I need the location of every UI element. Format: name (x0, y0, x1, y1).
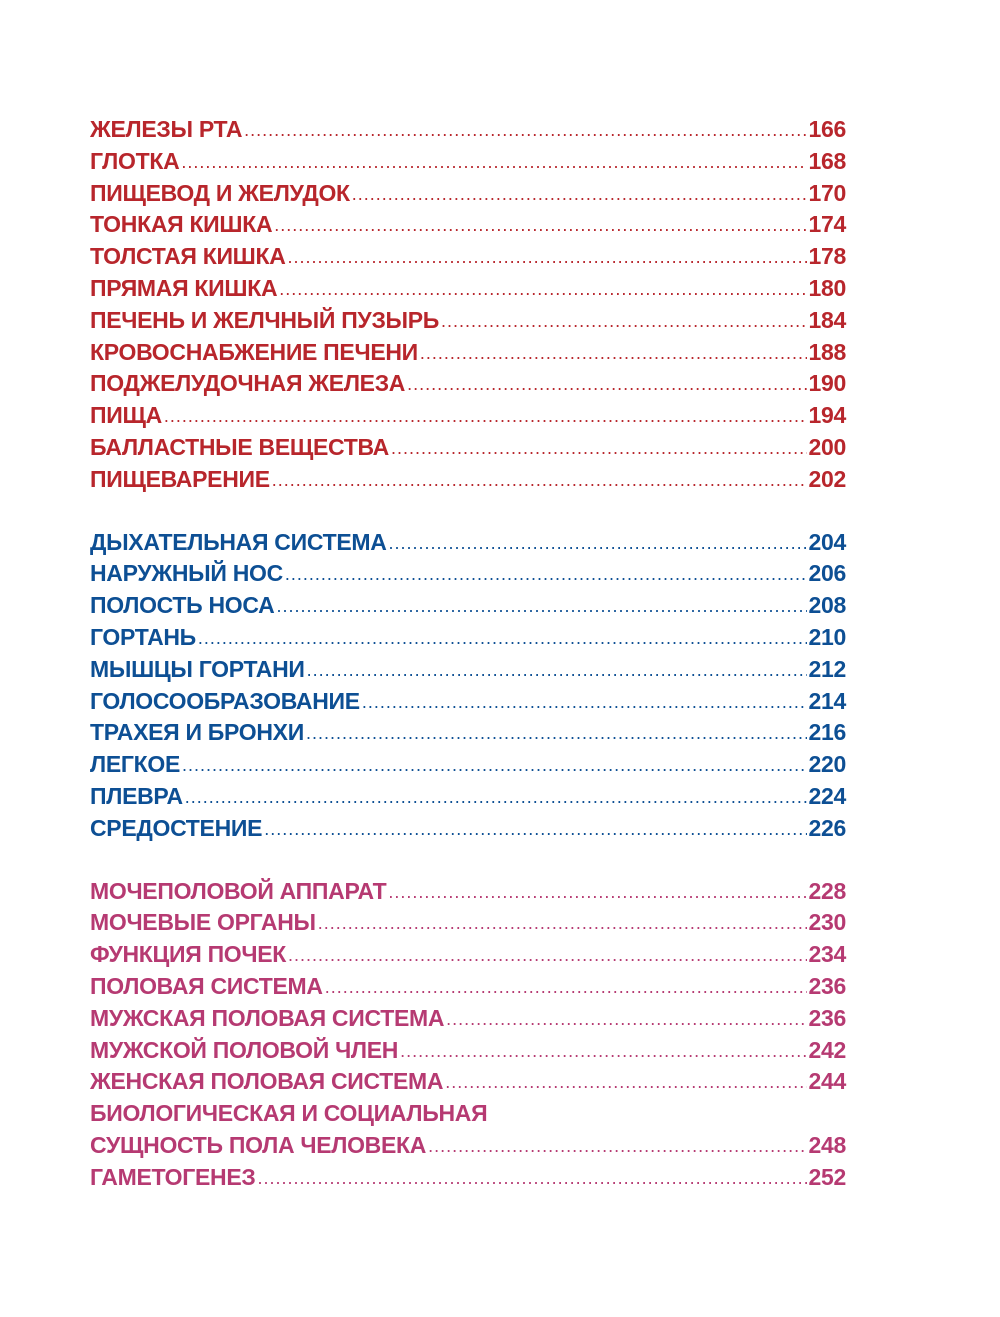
toc-entry[interactable] (90, 273, 846, 305)
dot-leader (285, 559, 807, 591)
entry-page-number: 226 (808, 814, 846, 841)
entry-page-number: 194 (808, 402, 846, 429)
dot-leader (318, 908, 807, 940)
dot-leader (407, 369, 806, 401)
dot-leader (181, 147, 806, 179)
entry-title: МУЖСКАЯ ПОЛОВАЯ СИСТЕМА (90, 1004, 445, 1031)
entry-title: МУЖСКОЙ ПОЛОВОЙ ЧЛЕН (90, 1036, 399, 1063)
entry-title: ПОДЖЕЛУДОЧНАЯ ЖЕЛЕЗА (90, 370, 406, 397)
entry-title: ГОРТАНЬ (90, 623, 196, 650)
dot-leader (388, 877, 806, 909)
toc-entry[interactable] (90, 813, 846, 845)
entry-page-number: 214 (808, 687, 846, 714)
toc-entry[interactable] (90, 209, 846, 241)
entry-page-number: 252 (808, 1163, 846, 1190)
dot-leader (288, 242, 807, 274)
toc-entry[interactable] (90, 241, 846, 273)
entry-title: КРОВОСНАБЖЕНИЕ ПЕЧЕНИ (90, 338, 418, 365)
entry-title: ГОЛОСООБРАЗОВАНИЕ (90, 687, 360, 714)
entry-title: НАРУЖНЫЙ НОС (90, 560, 283, 587)
entry-page-number: 210 (808, 623, 846, 650)
entry-page-number: 234 (808, 941, 846, 968)
entry-page-number: 170 (808, 179, 846, 206)
entry-title: ГЛОТКА (90, 147, 180, 174)
entry-page-number: 244 (808, 1068, 846, 1095)
toc-entry[interactable] (90, 337, 846, 369)
toc-entry[interactable] (90, 368, 846, 400)
entry-title: ЖЕЛЕЗЫ РТА (90, 116, 243, 142)
entry-title: ТРАХЕЯ И БРОНХИ (90, 719, 304, 746)
toc-entry[interactable] (90, 114, 846, 146)
dot-leader (362, 687, 807, 719)
section-digestive (90, 114, 846, 496)
toc-entry[interactable] (90, 590, 846, 622)
entry-page-number: 204 (808, 528, 846, 555)
toc-entry[interactable] (90, 146, 846, 178)
entry-title: СРЕДОСТЕНИЕ (90, 814, 263, 841)
entry-title: ПЕЧЕНЬ И ЖЕЛЧНЫЙ ПУЗЫРЬ (90, 306, 440, 333)
dot-leader (400, 1036, 806, 1068)
entry-page-number: 174 (808, 211, 846, 238)
entry-page-number: 178 (808, 243, 846, 270)
entry-title: БАЛЛАСТНЫЕ ВЕЩЕСТВА (90, 433, 389, 460)
entry-page-number: 224 (808, 782, 846, 809)
entry-page-number: 230 (808, 909, 846, 936)
dot-leader (276, 591, 806, 623)
entry-title: ПИЩЕВОД И ЖЕЛУДОК (90, 179, 350, 206)
entry-title: ПРЯМАЯ КИШКА (90, 274, 278, 301)
entry-page-number: 184 (808, 306, 846, 333)
dot-leader (244, 115, 806, 147)
toc-entry[interactable] (90, 686, 846, 718)
dot-leader (306, 718, 807, 750)
entry-page-number: 206 (808, 560, 846, 587)
entry-title: БИОЛОГИЧЕСКАЯ И СОЦИАЛЬНАЯ (90, 1100, 488, 1127)
toc-entry[interactable] (90, 622, 846, 654)
dot-leader (391, 433, 807, 465)
toc-entry[interactable] (90, 432, 846, 464)
entry-title: ПИЩЕВАРЕНИЕ (90, 465, 270, 492)
dot-leader (420, 338, 807, 370)
entry-page-number: 236 (808, 972, 846, 999)
toc-entry[interactable] (90, 1003, 846, 1035)
dot-leader (198, 623, 807, 655)
toc-entry[interactable] (90, 400, 846, 432)
toc-entry[interactable] (90, 907, 846, 939)
entry-title: ЛЕГКОЕ (90, 751, 180, 778)
dot-leader (264, 814, 806, 846)
toc-entry[interactable] (90, 1162, 846, 1194)
entry-page-number: 168 (808, 147, 846, 174)
entry-page-number: 220 (808, 751, 846, 778)
toc-entry-continued[interactable] (90, 1098, 846, 1130)
section-urogenital (90, 876, 846, 1194)
entry-page-number: 202 (808, 465, 846, 492)
toc-entry[interactable] (90, 654, 846, 686)
entry-page-number: 248 (808, 1131, 846, 1158)
dot-leader (441, 306, 806, 338)
entry-page-number: 180 (808, 274, 846, 301)
dot-leader (164, 401, 807, 433)
toc-entry[interactable] (90, 971, 846, 1003)
dot-leader (389, 528, 807, 560)
toc-entry[interactable] (90, 178, 846, 210)
entry-page-number: 200 (808, 433, 846, 460)
dot-leader (307, 655, 807, 687)
dot-leader (446, 1004, 806, 1036)
entry-title: МОЧЕВЫЕ ОРГАНЫ (90, 909, 316, 936)
dot-leader (428, 1131, 806, 1163)
entry-page-number: 188 (808, 338, 846, 365)
entry-page-number: 228 (808, 877, 846, 904)
entry-page-number: 208 (808, 592, 846, 619)
section-respiratory (90, 527, 846, 845)
toc-entry[interactable] (90, 464, 846, 496)
entry-page-number: 190 (808, 370, 846, 397)
toc-entry[interactable] (90, 939, 846, 971)
toc-entry[interactable] (90, 781, 846, 813)
toc-entry[interactable] (90, 1130, 846, 1162)
entry-title: ПЛЕВРА (90, 782, 183, 809)
dot-leader (445, 1067, 806, 1099)
toc-entry[interactable] (90, 876, 846, 908)
dot-leader (182, 750, 807, 782)
entry-page-number: 236 (808, 1004, 846, 1031)
dot-leader (325, 972, 807, 1004)
toc-entry[interactable] (90, 1035, 846, 1067)
entry-title: СУЩНОСТЬ ПОЛА ЧЕЛОВЕКА (90, 1131, 427, 1158)
entry-title: МОЧЕПОЛОВОЙ АППАРАТ (90, 877, 387, 904)
entry-page-number: 216 (808, 719, 846, 746)
dot-leader (258, 1163, 807, 1195)
entry-title: ПОЛОВАЯ СИСТЕМА (90, 972, 323, 999)
entry-title: ПИЩА (90, 402, 162, 429)
dot-leader (279, 274, 806, 306)
entry-page-number: 212 (808, 655, 846, 682)
dot-leader (274, 210, 806, 242)
entry-page-number: 166 (808, 116, 846, 142)
toc-entry[interactable] (90, 527, 846, 559)
dot-leader (272, 465, 807, 497)
entry-title: ДЫХАТЕЛЬНАЯ СИСТЕМА (90, 528, 387, 555)
toc-entry[interactable] (90, 305, 846, 337)
entry-title: ГАМЕТОГЕНЕЗ (90, 1163, 256, 1190)
toc-entry[interactable] (90, 1066, 846, 1098)
dot-leader (288, 940, 806, 972)
entry-title: ФУНКЦИЯ ПОЧЕК (90, 941, 287, 968)
entry-title: МЫШЦЫ ГОРТАНИ (90, 655, 305, 682)
entry-title: ТОЛСТАЯ КИШКА (90, 243, 286, 270)
toc-entry[interactable] (90, 558, 846, 590)
toc-entry[interactable] (90, 717, 846, 749)
entry-page-number: 242 (808, 1036, 846, 1063)
entry-title: ТОНКАЯ КИШКА (90, 211, 273, 238)
dot-leader (352, 179, 807, 211)
toc-entry[interactable] (90, 749, 846, 781)
dot-leader (185, 782, 807, 814)
table-of-contents (90, 114, 846, 1194)
entry-title: ПОЛОСТЬ НОСА (90, 592, 275, 619)
entry-title: ЖЕНСКАЯ ПОЛОВАЯ СИСТЕМА (90, 1068, 444, 1095)
